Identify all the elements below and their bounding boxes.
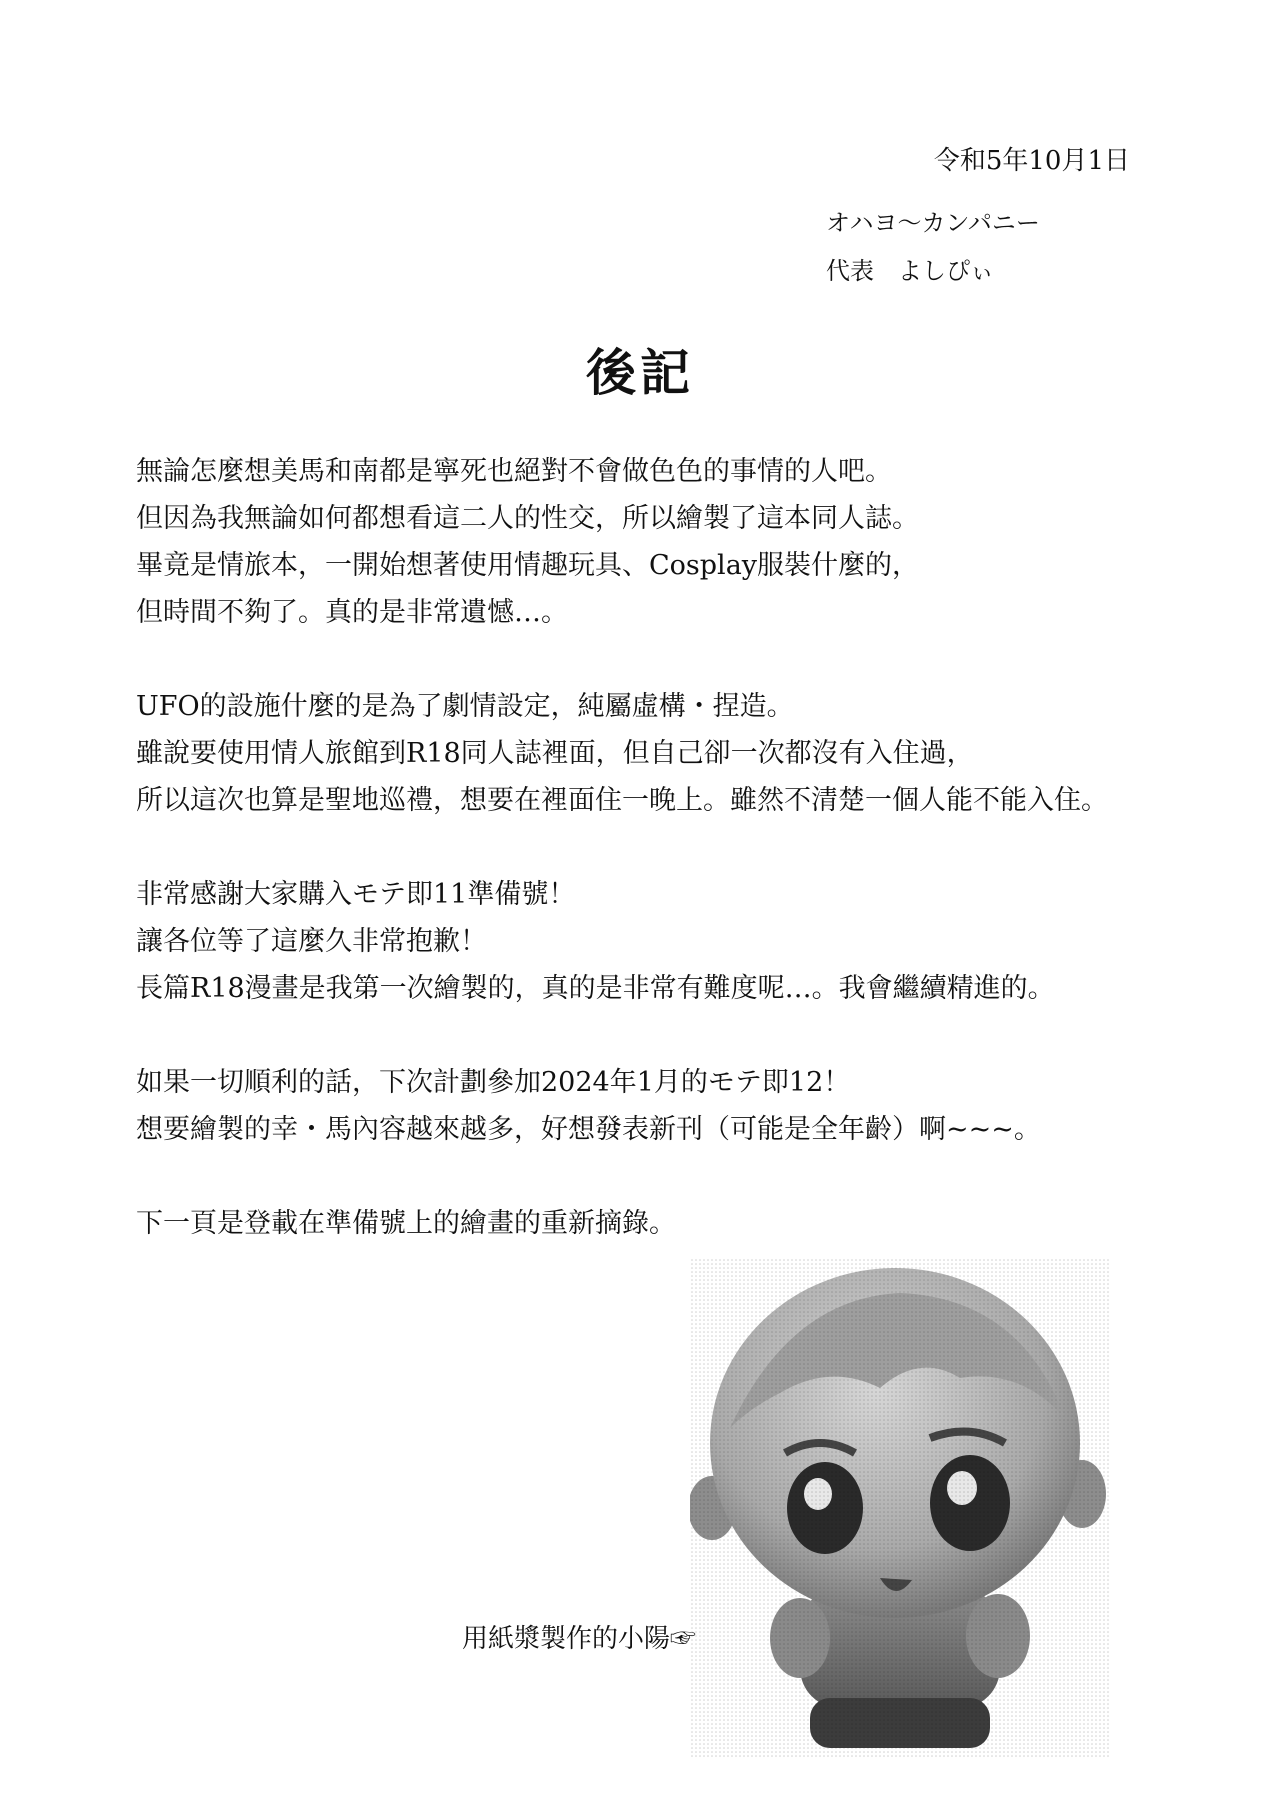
text-line: 雖說要使用情人旅館到R18同人誌裡面，但自己卻一次都沒有入住過， (136, 738, 974, 769)
photo-caption: 用紙漿製作的小陽☞ (462, 1624, 697, 1654)
text-line: 長篇R18漫畫是我第一次繪製的，真的是非常有難度呢…。我會繼續精進的。 (136, 973, 1055, 1004)
text-line: 但因為我無論如何都想看這二人的性交，所以繪製了這本同人誌。 (136, 503, 919, 534)
company-name: オハヨ〜カンパニー (826, 209, 1040, 237)
afterword-body (136, 448, 1196, 1294)
date: 令和5年10月1日 (933, 146, 1130, 176)
paragraph-1 (136, 448, 1196, 636)
paragraph-2 (136, 683, 1196, 824)
text-line: 如果一切順利的話，下次計劃參加2024年1月的モテ即12！ (136, 1067, 851, 1098)
text-line: 無論怎麼想美馬和南都是寧死也絕對不會做色色的事情的人吧。 (136, 456, 892, 487)
text-line: 所以這次也算是聖地巡禮，想要在裡面住一晚上。雖然不清楚一個人能不能入住。 (136, 785, 1108, 816)
page-title: 後記 (586, 343, 694, 402)
text-line: 但時間不夠了。真的是非常遺憾…。 (136, 597, 568, 628)
text-line: 畢竟是情旅本，一開始想著使用情趣玩具、Cosplay服裝什麼的， (136, 550, 920, 581)
text-line: 讓各位等了這麼久非常抱歉！ (136, 926, 487, 957)
text-line: 非常感謝大家購入モテ即11準備號！ (136, 879, 576, 910)
representative: 代表 よしぴぃ (826, 257, 994, 285)
plush-doll-photo (690, 1258, 1110, 1758)
paragraph-3 (136, 871, 1196, 1012)
text-line: 下一頁是登載在準備號上的繪畫的重新摘錄。 (136, 1208, 676, 1239)
paragraph-5 (136, 1200, 1196, 1247)
text-line: UFO的設施什麼的是為了劇情設定，純屬虛構・捏造。 (136, 691, 794, 722)
text-line: 想要繪製的幸・馬內容越來越多，好想發表新刊（可能是全年齡）啊~~~。 (136, 1114, 1041, 1145)
paragraph-4 (136, 1059, 1196, 1153)
